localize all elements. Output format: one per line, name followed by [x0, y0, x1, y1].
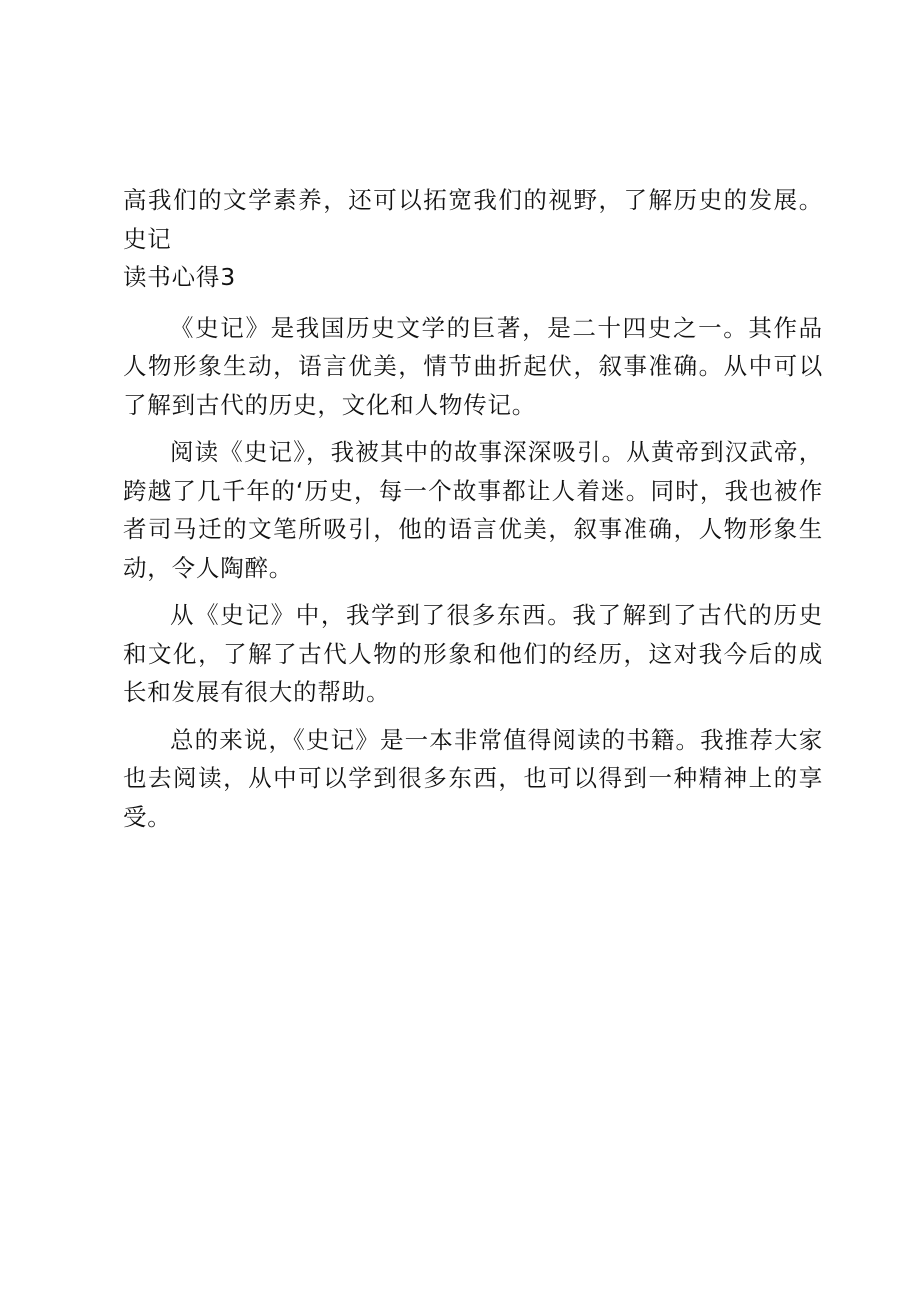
paragraph-reading: 阅读《史记》，我被其中的故事深深吸引。从黄帝到汉武帝，跨越了几千年的‘历史，每一个故事都让人着迷。同时，我也被作者司马迁的文笔所吸引，他的语言优美，叙事准确，人物形象生动，令人陶醉。 [123, 438, 823, 582]
document-body [123, 181, 823, 836]
paragraph-intro: 《史记》是我国历史文学的巨著，是二十四史之一。其作品人物形象生动，语言优美，情节曲折起伏，叙事准确。从中可以了解到古代的历史，文化和人物传记。 [123, 313, 823, 419]
paragraph-continued [123, 181, 823, 297]
paragraph-learning: 从《史记》中，我学到了很多东西。我了解到了古代的历史和文化，了解了古代人物的形象和他们的经历，这对我今后的成长和发展有很大的帮助。 [123, 601, 823, 706]
section-heading-line: 读书心得3 [123, 263, 236, 291]
paragraph-conclusion: 总的来说，《史记》是一本非常值得阅读的书籍。我推荐大家也去阅读，从中可以学到很多东西，也可以得到一种精神上的享受。 [123, 725, 823, 831]
paragraph-line: 高我们的文学素养，还可以拓宽我们的视野，了解历史的发展。史记 [123, 186, 823, 253]
